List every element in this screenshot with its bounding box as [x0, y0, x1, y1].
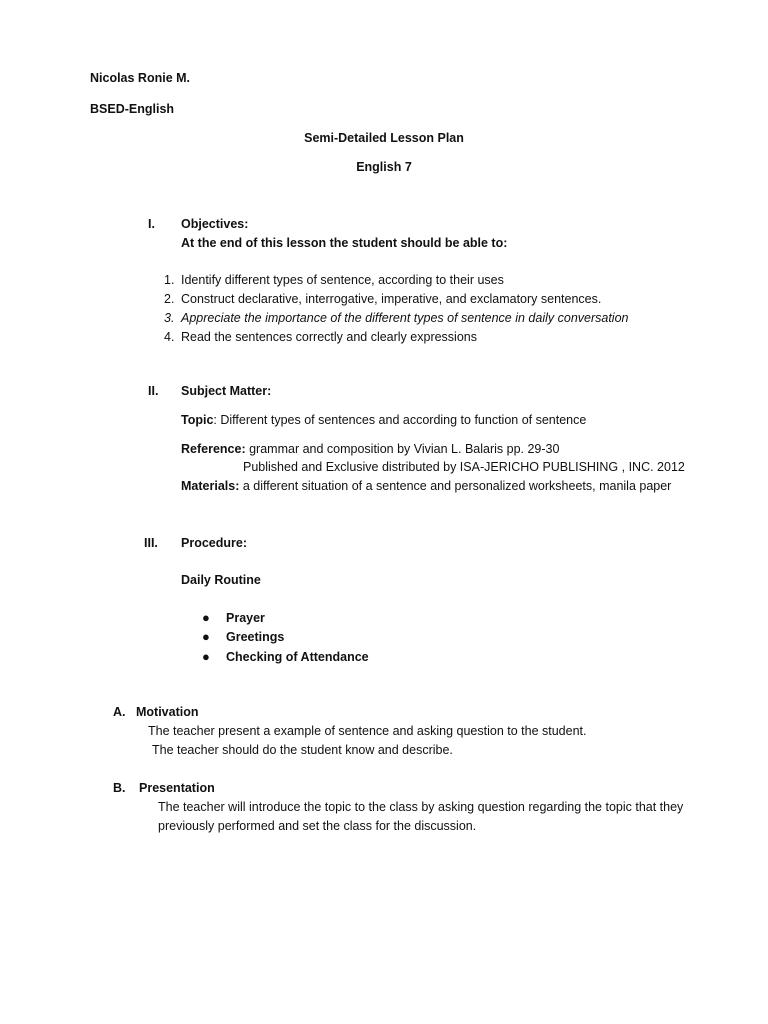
materials-line — [181, 478, 671, 494]
presentation-line: The teacher will introduce the topic to the class by asking question regarding the topic that they — [158, 800, 684, 814]
presentation-heading: Presentation — [139, 781, 215, 795]
reference-label: Reference: — [181, 442, 246, 456]
subject-matter-heading: Subject Matter: — [181, 384, 272, 398]
procedure-numeral: III. — [144, 536, 158, 550]
topic-line — [181, 412, 586, 428]
subject-matter-numeral: II. — [148, 384, 159, 398]
motivation-line: The teacher present a example of sentence and asking question to the student. — [148, 724, 587, 738]
objective-number: 3. — [164, 311, 175, 325]
objective-item: Identify different types of sentence, according to their uses — [181, 273, 504, 287]
materials-label: Materials: — [181, 479, 240, 493]
routine-item: Checking of Attendance — [226, 650, 369, 664]
objective-number: 4. — [164, 330, 175, 344]
document-title: Semi-Detailed Lesson Plan — [304, 131, 464, 145]
objective-number: 1. — [164, 273, 175, 287]
objectives-intro: At the end of this lesson the student should be able to: — [181, 236, 508, 250]
routine-item: Greetings — [226, 630, 285, 644]
subject-title: English 7 — [356, 160, 412, 174]
program-name: BSED-English — [90, 102, 175, 116]
bullet-icon: ● — [202, 649, 210, 664]
presentation-letter: B. — [113, 781, 126, 795]
objectives-heading: Objectives: — [181, 217, 249, 231]
topic-label: Topic — [181, 413, 214, 427]
author-name: Nicolas Ronie M. — [90, 71, 191, 85]
materials-text: a different situation of a sentence and personalized worksheets, manila paper — [239, 479, 672, 493]
presentation-line: previously performed and set the class for the discussion. — [158, 819, 477, 833]
objective-item: Read the sentences correctly and clearly expressions — [181, 330, 477, 344]
topic-text: : Different types of sentences and according to function of sentence — [213, 413, 587, 427]
objective-number: 2. — [164, 292, 175, 306]
objectives-numeral: I. — [148, 217, 155, 231]
objective-item: Appreciate the importance of the different types of sentence in daily conversation — [181, 311, 629, 325]
motivation-letter: A. — [113, 705, 126, 719]
bullet-icon: ● — [202, 610, 210, 625]
bullet-icon: ● — [202, 629, 210, 644]
reference-text: grammar and composition by Vivian L. Balaris pp. 29-30 — [245, 442, 560, 456]
daily-routine-heading: Daily Routine — [181, 573, 261, 587]
reference-publisher: Published and Exclusive distributed by ISA-JERICHO PUBLISHING , INC. 2012 — [243, 460, 685, 474]
motivation-line: The teacher should do the student know and describe. — [152, 743, 453, 757]
procedure-heading: Procedure: — [181, 536, 247, 550]
objective-item: Construct declarative, interrogative, imperative, and exclamatory sentences. — [181, 292, 602, 306]
routine-item: Prayer — [226, 611, 265, 625]
motivation-heading: Motivation — [136, 705, 199, 719]
reference-line — [181, 441, 559, 457]
